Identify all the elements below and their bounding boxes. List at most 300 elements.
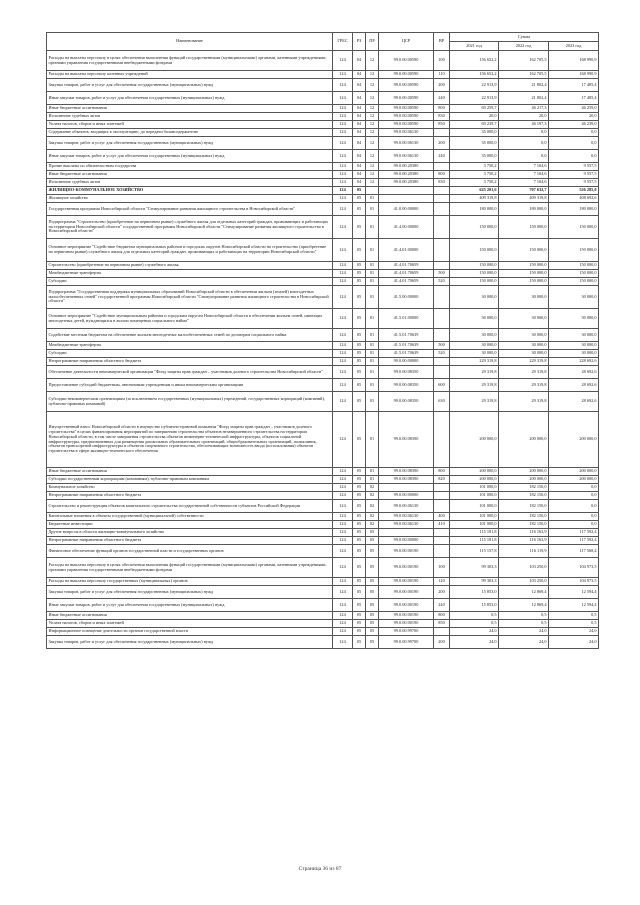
row-csr: 99.0.00.00190 bbox=[379, 599, 434, 612]
row-csr bbox=[379, 529, 434, 537]
row-name: Имущественный взнос Новосибирской области в имущество публично-правовой компании "Фонд защиты прав граждан – участников долевого строительства" в целях финансирования мероприятий по завершению строительства объектов незавершенного строительства на территории Новосибирской области, в том числе завершения строительства объектов инженерно-технической инфраструктуры, объектов социальной инфраструктуры, предназначенных для размещения дошкольных образовательных организаций, общеобразовательных организаций, поликлиник, объектов транспортной инфраструктуры и объектов спортивного строительства, обеспечивающих возможность ввода (использования) объектов строительства в сфере жилищно-технического обеспечения bbox=[47, 412, 333, 468]
row-pr: 01 bbox=[366, 392, 379, 412]
row-grbs: 124 bbox=[333, 113, 353, 121]
row-grbs: 124 bbox=[333, 105, 353, 113]
row-sum-2022: 229 319,8 bbox=[499, 358, 549, 366]
row-sum-2023: 117 592,4 bbox=[549, 537, 599, 545]
row-rz: 04 bbox=[353, 105, 366, 113]
row-rz: 04 bbox=[353, 179, 366, 187]
row-sum-2021: 24,0 bbox=[450, 628, 499, 636]
row-sum-2022: 180 000,0 bbox=[499, 203, 549, 216]
header-pr: ПР bbox=[366, 33, 379, 51]
row-csr: 99.0.00.08350 bbox=[379, 379, 434, 392]
row-rz: 05 bbox=[353, 545, 366, 558]
row-sum-2023: 28 692,6 bbox=[549, 392, 599, 412]
row-csr: 99.0.00.08350 bbox=[379, 392, 434, 412]
row-sum-2022: 7 104,6 bbox=[499, 163, 549, 171]
row-vr: 500 bbox=[434, 270, 450, 278]
row-sum-2023: 0,0 bbox=[549, 484, 599, 492]
row-sum-2023: 0,0 bbox=[549, 513, 599, 521]
row-grbs: 124 bbox=[333, 203, 353, 216]
row-sum-2022: 116 119,9 bbox=[499, 545, 549, 558]
row-csr: 99.0.00.99700 bbox=[379, 628, 434, 636]
row-csr: 99.0.00.06130 bbox=[379, 129, 434, 137]
row-name: Содействие местным бюджетам на обеспечение жильем многодетных малообеспеченных семей по договорам социального найма bbox=[47, 329, 333, 342]
row-sum-2021: 35 000,0 bbox=[450, 137, 499, 150]
table-row bbox=[47, 476, 599, 484]
row-sum-2023: 526 285,0 bbox=[549, 187, 599, 195]
row-sum-2022: 116 163,9 bbox=[499, 537, 549, 545]
row-sum-2021: 115 181,8 bbox=[450, 537, 499, 545]
row-rz: 05 bbox=[353, 612, 366, 620]
row-sum-2023: 12 594,4 bbox=[549, 586, 599, 599]
row-sum-2021: 35 000,0 bbox=[450, 150, 499, 163]
table-row bbox=[47, 545, 599, 558]
row-sum-2022: 103 250,0 bbox=[499, 558, 549, 578]
row-csr: 99.0.00.20380 bbox=[379, 171, 434, 179]
row-csr: 99.0.00.00190 bbox=[379, 586, 434, 599]
row-sum-2023: 0,0 bbox=[549, 137, 599, 150]
row-sum-2021: 29 319,8 bbox=[450, 379, 499, 392]
header-year-2021: 2021 год bbox=[450, 42, 499, 51]
row-name: Иные закупки товаров, работ и услуг для обеспечения государственных (муниципальных) нужд bbox=[47, 599, 333, 612]
row-sum-2023: 0,5 bbox=[549, 620, 599, 628]
row-vr: 240 bbox=[434, 150, 450, 163]
table-row bbox=[47, 71, 599, 79]
table-row bbox=[47, 379, 599, 392]
row-sum-2023: 12 594,4 bbox=[549, 599, 599, 612]
row-rz: 05 bbox=[353, 521, 366, 529]
row-pr: 01 bbox=[366, 239, 379, 262]
row-rz: 05 bbox=[353, 537, 366, 545]
row-sum-2023: 180 000,0 bbox=[549, 203, 599, 216]
row-pr: 12 bbox=[366, 163, 379, 171]
row-grbs: 124 bbox=[333, 150, 353, 163]
row-sum-2021: 150 000,0 bbox=[450, 262, 499, 270]
row-grbs: 124 bbox=[333, 392, 353, 412]
row-sum-2023: 200 000,0 bbox=[549, 476, 599, 484]
row-pr: 01 bbox=[366, 262, 379, 270]
row-sum-2022: 182 150,0 bbox=[499, 521, 549, 529]
row-csr: 99.0.00.00000 bbox=[379, 358, 434, 366]
row-vr: 520 bbox=[434, 278, 450, 286]
row-csr bbox=[379, 195, 434, 203]
row-sum-2022: 7 104,6 bbox=[499, 179, 549, 187]
row-name: Иные бюджетные ассигнования bbox=[47, 105, 333, 113]
row-pr: 12 bbox=[366, 121, 379, 129]
row-pr: 01 bbox=[366, 366, 379, 379]
row-csr: 99.0.00.06130 bbox=[379, 521, 434, 529]
row-rz: 04 bbox=[353, 113, 366, 121]
table-row bbox=[47, 203, 599, 216]
table-row bbox=[47, 358, 599, 366]
row-sum-2022: 162 705,5 bbox=[499, 51, 549, 71]
row-sum-2023: 0,0 bbox=[549, 129, 599, 137]
row-rz: 05 bbox=[353, 195, 366, 203]
row-vr bbox=[434, 329, 450, 342]
row-grbs: 124 bbox=[333, 379, 353, 392]
row-csr: 41.5.01.00000 bbox=[379, 309, 434, 329]
row-grbs: 124 bbox=[333, 578, 353, 586]
row-pr: 12 bbox=[366, 51, 379, 71]
row-name: Уплата налогов, сборов и иных платежей bbox=[47, 121, 333, 129]
row-vr: 200 bbox=[434, 137, 450, 150]
row-rz: 05 bbox=[353, 636, 366, 649]
row-csr: 99.0.00.00590 bbox=[379, 71, 434, 79]
row-vr: 200 bbox=[434, 636, 450, 649]
row-csr: 41.4.00.00000 bbox=[379, 216, 434, 239]
row-sum-2022: 162 705,5 bbox=[499, 71, 549, 79]
row-grbs: 124 bbox=[333, 500, 353, 513]
row-name: Субсидии bbox=[47, 350, 333, 358]
row-sum-2022: 29 319,8 bbox=[499, 379, 549, 392]
row-csr: 41.4.01.70659 bbox=[379, 278, 434, 286]
table-row bbox=[47, 468, 599, 476]
row-rz: 04 bbox=[353, 129, 366, 137]
row-sum-2023: 150 000,0 bbox=[549, 216, 599, 239]
row-vr: 800 bbox=[434, 468, 450, 476]
row-grbs: 124 bbox=[333, 558, 353, 578]
row-name: Государственная программа Новосибирской области "Стимулирование развития жилищного строительства в Новосибирской области" bbox=[47, 203, 333, 216]
row-vr: 850 bbox=[434, 121, 450, 129]
row-rz: 04 bbox=[353, 79, 366, 92]
table-row bbox=[47, 492, 599, 500]
row-vr bbox=[434, 216, 450, 239]
row-sum-2022: 30 000,0 bbox=[499, 286, 549, 309]
row-name: Коммунальное хозяйство bbox=[47, 484, 333, 492]
row-sum-2023: 30 000,0 bbox=[549, 286, 599, 309]
row-pr: 12 bbox=[366, 113, 379, 121]
row-rz: 04 bbox=[353, 92, 366, 105]
row-name: Иные закупки товаров, работ и услуг для обеспечения государственных (муниципальных) нужд bbox=[47, 150, 333, 163]
row-sum-2021: 69 259,7 bbox=[450, 105, 499, 113]
table-row bbox=[47, 105, 599, 113]
row-sum-2021: 101 000,0 bbox=[450, 484, 499, 492]
row-vr: 110 bbox=[434, 71, 450, 79]
row-csr: 99.0.00.00190 bbox=[379, 612, 434, 620]
row-csr: 41.5.01.70639 bbox=[379, 350, 434, 358]
row-pr: 01 bbox=[366, 195, 379, 203]
row-pr: 05 bbox=[366, 599, 379, 612]
row-name: Закупка товаров, работ и услуг для обеспечения государственных (муниципальных) нужд bbox=[47, 79, 333, 92]
row-grbs: 124 bbox=[333, 350, 353, 358]
row-name: Непрограммные направления областного бюджета bbox=[47, 358, 333, 366]
row-pr: 05 bbox=[366, 545, 379, 558]
row-name: Расходы на выплаты персоналу казенных учреждений bbox=[47, 71, 333, 79]
row-grbs: 124 bbox=[333, 187, 353, 195]
row-name: ЖИЛИЩНО-КОММУНАЛЬНОЕ ХОЗЯЙСТВО bbox=[47, 187, 333, 195]
row-sum-2023: 28 692,6 bbox=[549, 379, 599, 392]
table-row bbox=[47, 129, 599, 137]
row-pr: 01 bbox=[366, 270, 379, 278]
budget-table bbox=[46, 32, 599, 649]
row-grbs: 124 bbox=[333, 529, 353, 537]
row-grbs: 124 bbox=[333, 586, 353, 599]
row-pr: 12 bbox=[366, 71, 379, 79]
row-name: Непрограммные направления областного бюджета bbox=[47, 537, 333, 545]
row-sum-2022: 0,0 bbox=[499, 150, 549, 163]
row-name: Иные бюджетные ассигнования bbox=[47, 612, 333, 620]
row-pr: 01 bbox=[366, 342, 379, 350]
row-csr: 99.0.00.00190 bbox=[379, 578, 434, 586]
row-sum-2023: 28 692,6 bbox=[549, 366, 599, 379]
row-csr: 41.4.01.70659 bbox=[379, 262, 434, 270]
row-pr: 05 bbox=[366, 529, 379, 537]
table-row bbox=[47, 262, 599, 270]
row-sum-2021: 22 913,9 bbox=[450, 79, 499, 92]
row-csr: 99.0.00.00590 bbox=[379, 121, 434, 129]
row-sum-2023: 9 557,5 bbox=[549, 179, 599, 187]
row-sum-2021: 156 652,2 bbox=[450, 71, 499, 79]
row-csr: 41.5.01.70639 bbox=[379, 342, 434, 350]
row-rz: 04 bbox=[353, 150, 366, 163]
row-pr: 01 bbox=[366, 309, 379, 329]
table-row bbox=[47, 513, 599, 521]
row-csr: 99.0.00.08390 bbox=[379, 468, 434, 476]
row-name: Исполнение судебных актов bbox=[47, 113, 333, 121]
row-csr: 99.0.00.06130 bbox=[379, 513, 434, 521]
row-pr: 05 bbox=[366, 628, 379, 636]
row-pr: 02 bbox=[366, 492, 379, 500]
table-row bbox=[47, 578, 599, 586]
row-sum-2021: 115 181,8 bbox=[450, 529, 499, 537]
row-vr bbox=[434, 500, 450, 513]
row-csr: 99.0.00.00000 bbox=[379, 492, 434, 500]
row-pr: 02 bbox=[366, 500, 379, 513]
row-sum-2022: 46 197,3 bbox=[499, 121, 549, 129]
row-vr: 800 bbox=[434, 612, 450, 620]
row-vr: 830 bbox=[434, 179, 450, 187]
row-grbs: 124 bbox=[333, 51, 353, 71]
row-sum-2021: 3 750,2 bbox=[450, 163, 499, 171]
row-sum-2021: 30 000,0 bbox=[450, 286, 499, 309]
row-sum-2023: 150 000,0 bbox=[549, 239, 599, 262]
row-sum-2022: 200 000,0 bbox=[499, 476, 549, 484]
row-pr: 12 bbox=[366, 171, 379, 179]
row-name: Расходы на выплаты персоналу государственных (муниципальных) органов bbox=[47, 578, 333, 586]
row-rz: 05 bbox=[353, 412, 366, 468]
row-sum-2023: 228 692,6 bbox=[549, 358, 599, 366]
row-sum-2023: 168 990,9 bbox=[549, 71, 599, 79]
row-csr: 99.0.00.08390 bbox=[379, 476, 434, 484]
row-grbs: 124 bbox=[333, 599, 353, 612]
header-rz: РЗ bbox=[353, 33, 366, 51]
row-grbs: 124 bbox=[333, 513, 353, 521]
table-row bbox=[47, 187, 599, 195]
row-grbs: 124 bbox=[333, 79, 353, 92]
table-row bbox=[47, 121, 599, 129]
row-vr: 240 bbox=[434, 92, 450, 105]
row-vr: 820 bbox=[434, 476, 450, 484]
row-sum-2021: 409 319,8 bbox=[450, 195, 499, 203]
row-sum-2023: 30 000,0 bbox=[549, 350, 599, 358]
row-grbs: 124 bbox=[333, 476, 353, 484]
row-sum-2021: 24,0 bbox=[450, 636, 499, 649]
row-vr bbox=[434, 492, 450, 500]
row-pr: 05 bbox=[366, 586, 379, 599]
row-rz: 05 bbox=[353, 484, 366, 492]
table-row bbox=[47, 329, 599, 342]
row-sum-2022: 24,0 bbox=[499, 636, 549, 649]
table-row bbox=[47, 599, 599, 612]
row-csr: 99.0.00.06130 bbox=[379, 150, 434, 163]
row-sum-2022: 182 150,0 bbox=[499, 513, 549, 521]
row-grbs: 124 bbox=[333, 262, 353, 270]
row-sum-2023: 0,5 bbox=[549, 612, 599, 620]
row-csr bbox=[379, 187, 434, 195]
row-csr: 99.0.00.20380 bbox=[379, 163, 434, 171]
row-rz: 05 bbox=[353, 620, 366, 628]
table-row bbox=[47, 586, 599, 599]
row-grbs: 124 bbox=[333, 92, 353, 105]
row-pr: 05 bbox=[366, 636, 379, 649]
row-sum-2022: 12 869,4 bbox=[499, 599, 549, 612]
row-sum-2022: 24,0 bbox=[499, 628, 549, 636]
row-grbs: 124 bbox=[333, 468, 353, 476]
row-sum-2022: 707 632,7 bbox=[499, 187, 549, 195]
row-sum-2021: 29 319,8 bbox=[450, 366, 499, 379]
row-sum-2023: 200 000,0 bbox=[549, 468, 599, 476]
row-sum-2023: 0,0 bbox=[549, 150, 599, 163]
row-sum-2023: 24,0 bbox=[549, 628, 599, 636]
row-vr bbox=[434, 309, 450, 329]
table-row bbox=[47, 216, 599, 239]
row-grbs: 124 bbox=[333, 286, 353, 309]
row-vr bbox=[434, 537, 450, 545]
row-vr: 500 bbox=[434, 342, 450, 350]
row-sum-2021: 150 000,0 bbox=[450, 278, 499, 286]
row-sum-2022: 20,0 bbox=[499, 113, 549, 121]
row-pr: 05 bbox=[366, 620, 379, 628]
header-sums: Сумма bbox=[450, 33, 599, 42]
row-pr: 02 bbox=[366, 484, 379, 492]
row-csr: 99.0.00.00590 bbox=[379, 51, 434, 71]
table-row bbox=[47, 529, 599, 537]
row-sum-2023: 117 568,4 bbox=[549, 545, 599, 558]
row-name: Бюджетные инвестиции bbox=[47, 521, 333, 529]
row-name: Исполнение судебных актов bbox=[47, 179, 333, 187]
row-csr: 99.0.00.00000 bbox=[379, 537, 434, 545]
row-sum-2021: 15 853,0 bbox=[450, 586, 499, 599]
row-sum-2022: 150 000,0 bbox=[499, 216, 549, 239]
row-pr: 01 bbox=[366, 476, 379, 484]
row-rz: 05 bbox=[353, 187, 366, 195]
row-grbs: 124 bbox=[333, 163, 353, 171]
row-grbs: 124 bbox=[333, 171, 353, 179]
row-name: Закупка товаров, работ и услуг для обеспечения государственных (муниципальных) нужд bbox=[47, 137, 333, 150]
row-csr: 99.0.00.06130 bbox=[379, 500, 434, 513]
row-sum-2022: 150 000,0 bbox=[499, 278, 549, 286]
row-sum-2023: 150 000,0 bbox=[549, 278, 599, 286]
row-rz: 05 bbox=[353, 513, 366, 521]
row-vr: 200 bbox=[434, 79, 450, 92]
row-grbs: 124 bbox=[333, 358, 353, 366]
table-row bbox=[47, 620, 599, 628]
row-sum-2022: 21 802,4 bbox=[499, 79, 549, 92]
row-grbs: 124 bbox=[333, 545, 353, 558]
row-vr bbox=[434, 412, 450, 468]
row-csr: 41.0.00.00000 bbox=[379, 203, 434, 216]
header-csr: ЦСР bbox=[379, 33, 434, 51]
row-rz: 04 bbox=[353, 51, 366, 71]
table-row bbox=[47, 171, 599, 179]
table-row bbox=[47, 79, 599, 92]
table-row bbox=[47, 366, 599, 379]
row-name: Расходы на выплаты персоналу в целях обеспечения выполнения функций государственными (муниципальными) органами, казенными учреждениями, органами управления государственными внебюджетными фондами bbox=[47, 558, 333, 578]
row-pr: 01 bbox=[366, 329, 379, 342]
row-name: Информационное освещение деятельности органов государственной власти bbox=[47, 628, 333, 636]
row-grbs: 124 bbox=[333, 309, 353, 329]
row-grbs: 124 bbox=[333, 628, 353, 636]
row-sum-2023: 0,0 bbox=[549, 492, 599, 500]
row-csr: 99.0.00.00190 bbox=[379, 558, 434, 578]
row-sum-2022: 30 000,0 bbox=[499, 309, 549, 329]
row-rz: 05 bbox=[353, 342, 366, 350]
row-grbs: 124 bbox=[333, 492, 353, 500]
table-row bbox=[47, 195, 599, 203]
row-sum-2022: 29 319,8 bbox=[499, 392, 549, 412]
row-sum-2022: 0,0 bbox=[499, 137, 549, 150]
row-pr: 05 bbox=[366, 558, 379, 578]
row-csr: 99.0.00.00590 bbox=[379, 92, 434, 105]
row-name: Финансовое обеспечение функций органов государственной власти и государственных органов bbox=[47, 545, 333, 558]
row-name: Прочие выплаты по обязательствам государства bbox=[47, 163, 333, 171]
row-rz: 05 bbox=[353, 286, 366, 309]
table-row bbox=[47, 558, 599, 578]
row-vr bbox=[434, 129, 450, 137]
row-sum-2023: 9 557,5 bbox=[549, 171, 599, 179]
table-row bbox=[47, 239, 599, 262]
page-footer: Страница 36 из 87 bbox=[298, 866, 342, 872]
row-rz: 04 bbox=[353, 137, 366, 150]
row-pr: 12 bbox=[366, 129, 379, 137]
row-name: Межбюджетные трансферты bbox=[47, 342, 333, 350]
row-sum-2023: 46 239,0 bbox=[549, 121, 599, 129]
row-pr bbox=[366, 187, 379, 195]
row-vr bbox=[434, 545, 450, 558]
row-sum-2021: 99 303,3 bbox=[450, 578, 499, 586]
row-vr: 100 bbox=[434, 558, 450, 578]
row-sum-2021: 3 750,2 bbox=[450, 179, 499, 187]
row-name: Другие вопросы в области жилищно-коммунального хозяйства bbox=[47, 529, 333, 537]
row-csr: 99.0.00.20380 bbox=[379, 179, 434, 187]
row-name: Уплата налогов, сборов и иных платежей bbox=[47, 620, 333, 628]
table-row bbox=[47, 392, 599, 412]
row-rz: 05 bbox=[353, 492, 366, 500]
row-vr bbox=[434, 163, 450, 171]
table-row bbox=[47, 612, 599, 620]
row-sum-2021: 229 319,8 bbox=[450, 358, 499, 366]
row-vr: 200 bbox=[434, 586, 450, 599]
row-sum-2021: 0,5 bbox=[450, 612, 499, 620]
row-sum-2023: 17 485,4 bbox=[549, 79, 599, 92]
row-sum-2022: 409 319,8 bbox=[499, 195, 549, 203]
row-sum-2021: 150 000,0 bbox=[450, 270, 499, 278]
row-grbs: 124 bbox=[333, 329, 353, 342]
header-name: Наименование bbox=[47, 33, 333, 51]
row-csr: 99.0.00.08350 bbox=[379, 366, 434, 379]
row-vr bbox=[434, 484, 450, 492]
row-rz: 05 bbox=[353, 392, 366, 412]
row-csr: 99.0.00.00590 bbox=[379, 79, 434, 92]
row-sum-2023: 9 557,5 bbox=[549, 163, 599, 171]
row-grbs: 124 bbox=[333, 239, 353, 262]
row-vr: 800 bbox=[434, 105, 450, 113]
row-pr: 01 bbox=[366, 216, 379, 239]
row-name: Закупка товаров, работ и услуг для обеспечения государственных (муниципальных) нужд bbox=[47, 636, 333, 649]
row-grbs: 124 bbox=[333, 612, 353, 620]
row-vr bbox=[434, 262, 450, 270]
